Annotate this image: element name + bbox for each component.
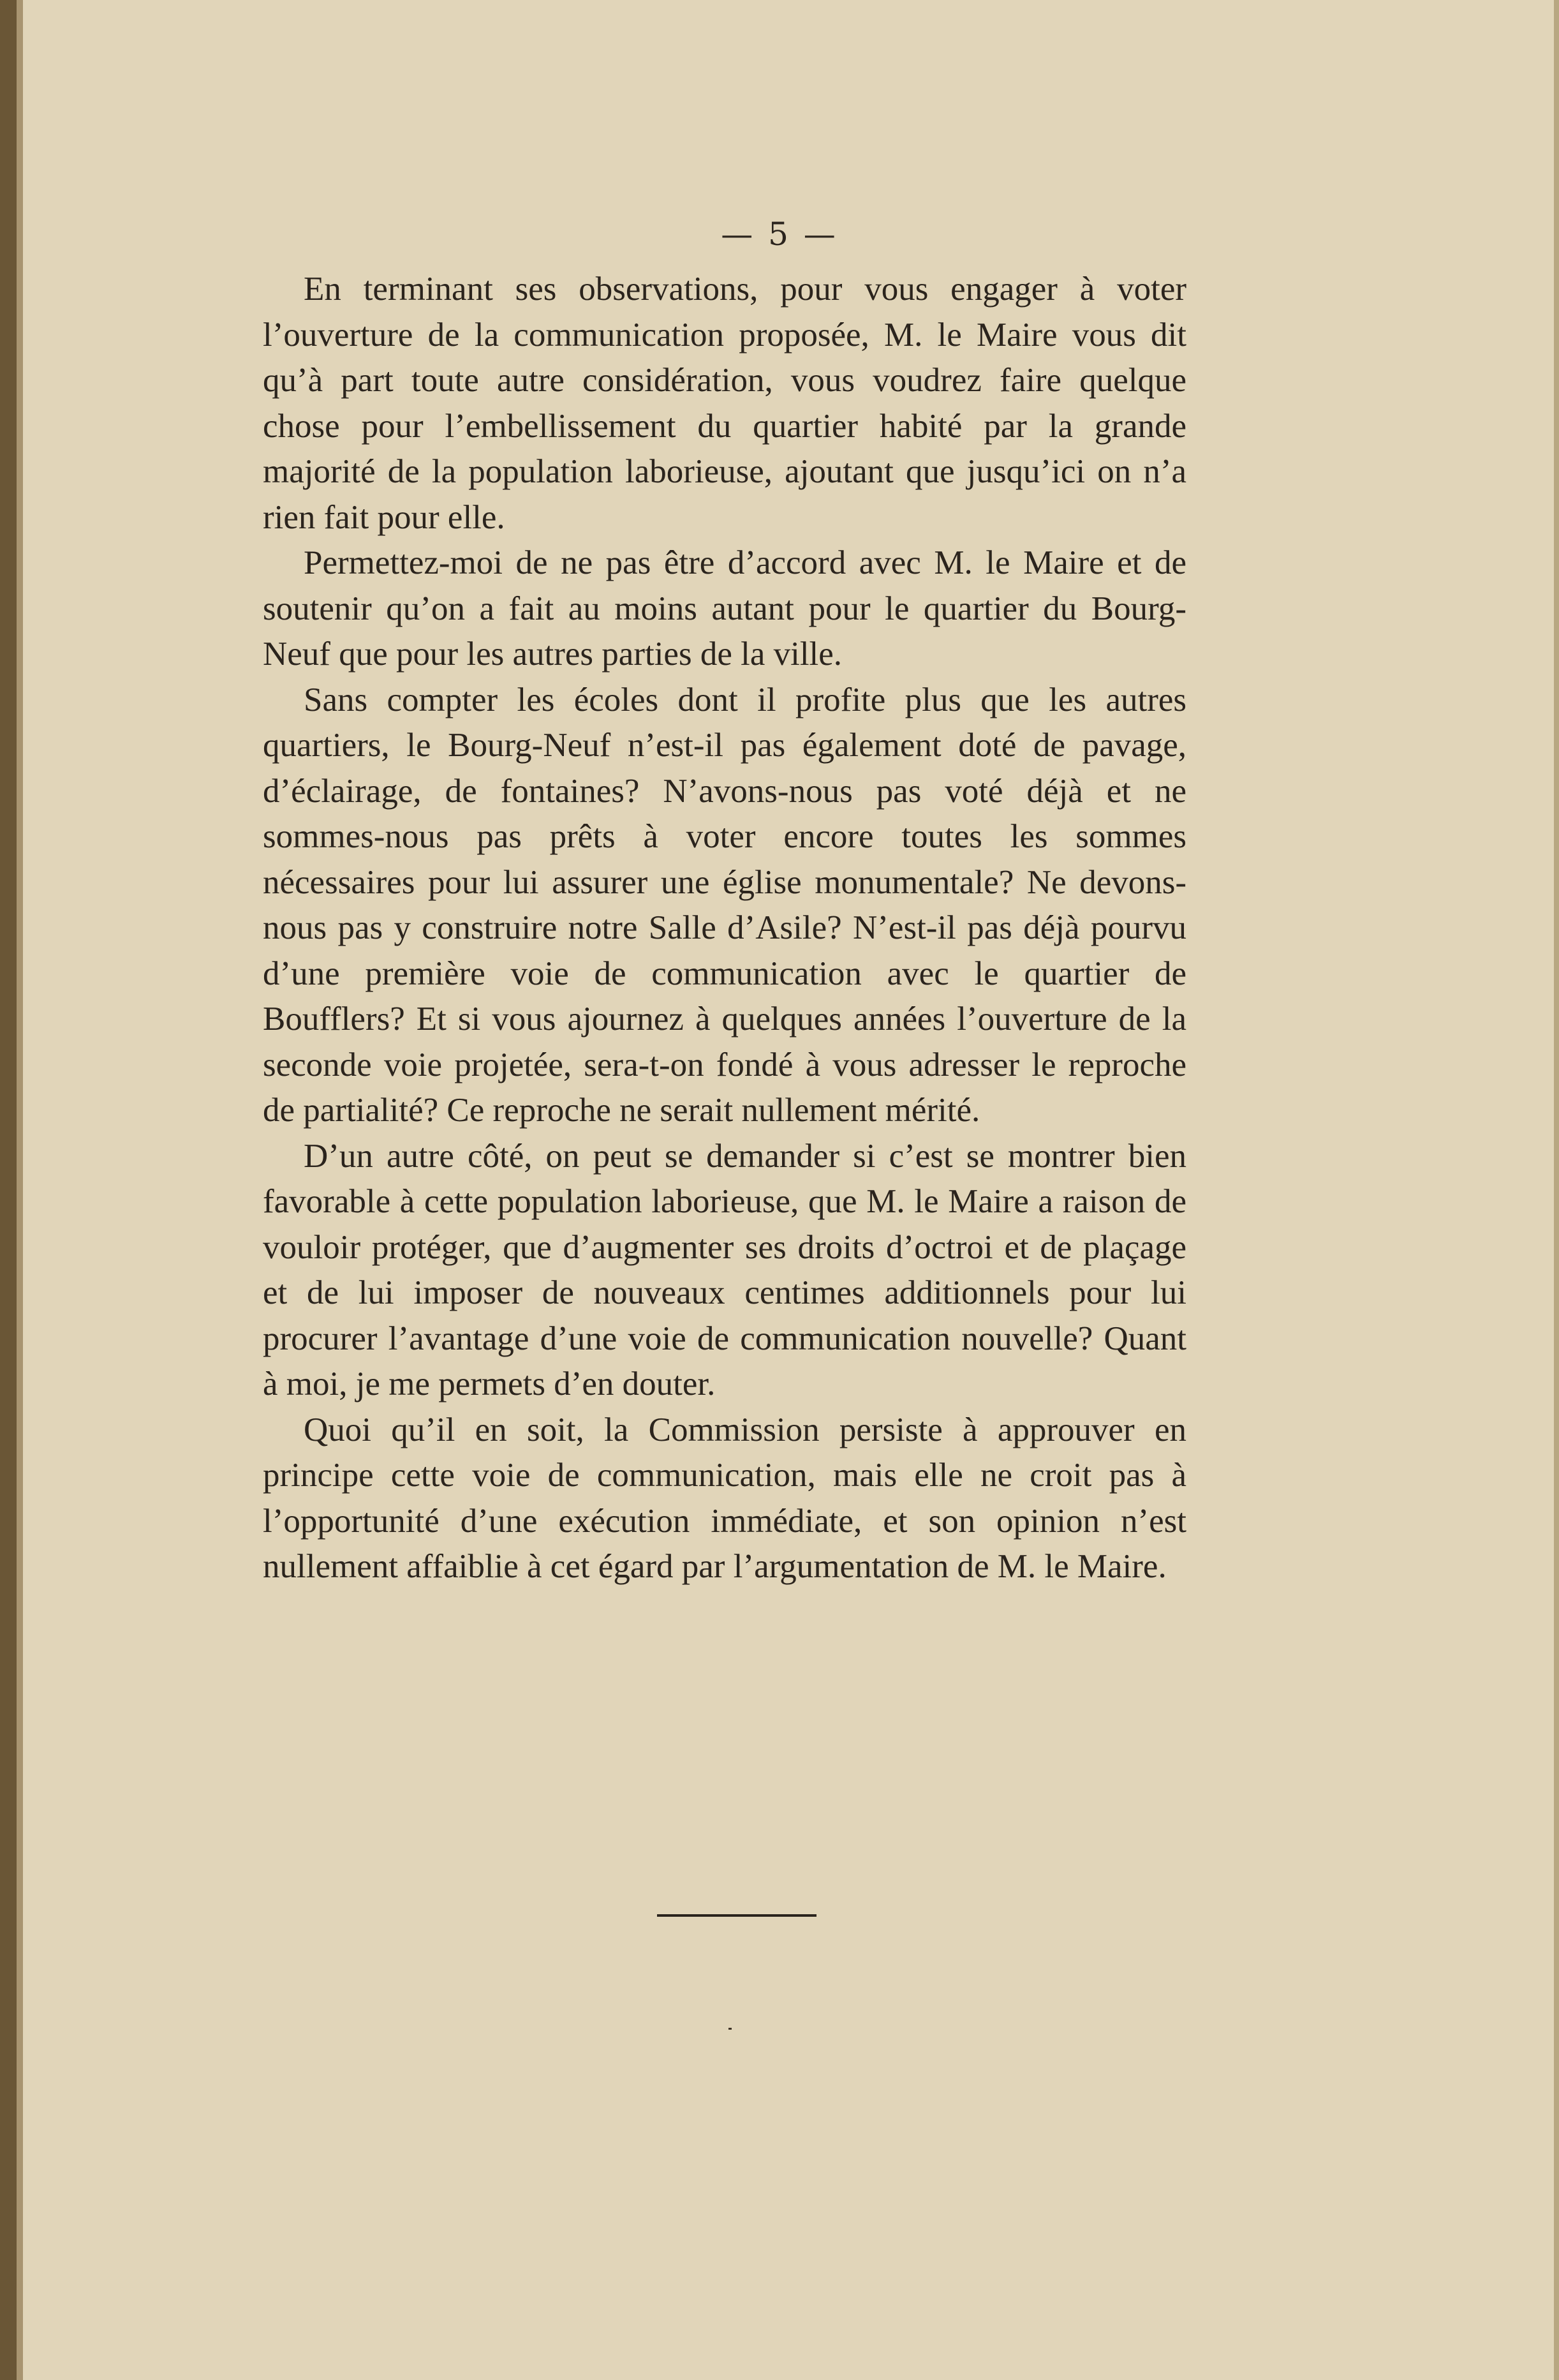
body-text bbox=[263, 267, 1186, 1590]
paragraph: Quoi qu’il en soit, la Commission persiste à approuver en principe cette voie de communication, mais elle ne croit pas à l’opportunité d’une exécution immédiate, et son opinion n’est nullement affaiblie à cet égard par l’argumentation de M. le Maire. bbox=[263, 1411, 1186, 1585]
binding-edge bbox=[0, 0, 17, 2380]
paragraph: En terminant ses observations, pour vous engager à voter l’ouverture de la communication proposée, M. le Maire vous dit qu’à part toute autre considération, vous voudrez faire quelque chose pour l’embellissement du quartier habité par la grande majorité de la population laborieuse, ajoutant que jusqu’ici on n’a rien fait pour elle. bbox=[263, 271, 1186, 536]
end-rule bbox=[657, 1914, 816, 1917]
paragraph: D’un autre côté, on peut se demander si c’est se montrer bien favorable à cette population laborieuse, que M. le Maire a raison de vouloir protéger, que d’augmenter ses droits d’octroi et de plaçage et de lui imposer de nouveaux centimes additionnels pour lui procurer l’avantage d’une voie de communication nouvelle? Quant à moi, je me permets d’en douter. bbox=[263, 1137, 1186, 1402]
paragraph: Permettez-moi de ne pas être d’accord avec M. le Maire et de soutenir qu’on a fait au moins autant pour le quartier du Bourg-Neuf que pour les autres parties de la ville. bbox=[263, 544, 1186, 673]
binding-shadow bbox=[17, 0, 23, 2380]
page-number: — 5 — bbox=[721, 216, 838, 253]
page-edge bbox=[1554, 0, 1559, 2380]
paragraph: Sans compter les écoles dont il profite plus que les autres quartiers, le Bourg-Neuf n’est-il pas également doté de pavage, d’éclairage, de fontaines? N’avons-nous pas voté déjà et ne sommes-nous pas prêts à voter encore toutes les sommes nécessaires pour lui assurer une église monumentale? Ne devons-nous pas y construire notre Salle d’Asile? N’est-il pas déjà pourvu d’une première voie de communication avec le quartier de Boufflers? Et si vous ajournez à quelques années l’ouverture de la seconde voie projetée, sera-t-on fondé à vous adresser le reproche de partialité? Ce reproche ne serait nullement mérité. bbox=[263, 681, 1186, 1129]
ink-speck bbox=[728, 2028, 732, 2030]
